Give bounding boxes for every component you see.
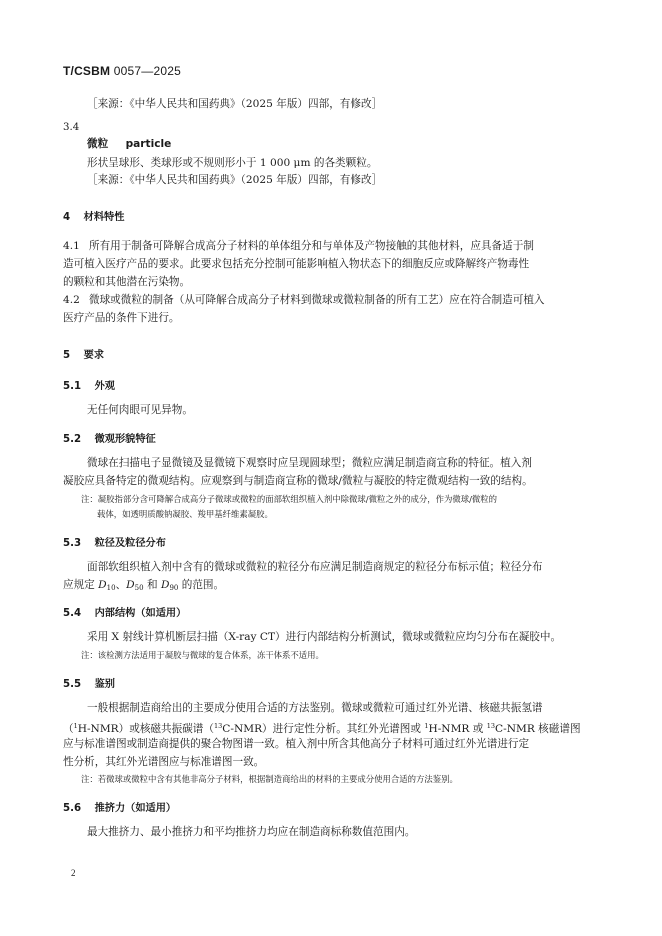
sec-5-4-text: 采用 X 射线计算机断层扫描（X-ray CT）进行内部结构分析测试，微球或微粒应均匀分布在凝胶中。	[87, 631, 562, 643]
sec-4-2-line-1: 微球或微粒的制备（从可降解合成高分子材料到微球或微粒制备的所有工艺）应在符合制造可植入	[89, 294, 545, 306]
sec-5-5-line-3: 应与标准谱图或制造商提供的聚合物图谱一致。植入剂中所含其他高分子材料可通过红外光谱进行定	[63, 738, 530, 750]
sec-5-6-text: 最大推挤力、最小推挤力和平均推挤力均应在制造商标称数值范围内。	[87, 826, 416, 838]
line-text: （	[63, 723, 74, 735]
sec-5-2-note-1: 注：凝胶指部分含可降解合成高分子微球或微粒的面部软组织植入剂中除微球/微粒之外的成分，作为微球/微粒的	[81, 494, 498, 504]
standard-number	[63, 64, 181, 78]
sec-5-3-number: 5.3	[63, 538, 82, 549]
sec-5-6-title: 推挤力（如适用）	[94, 803, 177, 814]
sec-5-5-heading	[63, 675, 115, 690]
sec-4-heading	[63, 208, 124, 223]
sec-4-number: 4	[63, 212, 71, 223]
sec-5-6-number: 5.6	[63, 803, 82, 814]
sec-5-5-number: 5.5	[63, 679, 82, 690]
sec-5-3-line-2	[63, 577, 224, 597]
d50-symbol: D	[126, 579, 135, 591]
sec-5-4-heading	[63, 604, 186, 619]
sec-5-5-note: 注：若微球或微粒中含有其他非高分子材料，根据制造商给出的材料的主要成分使用合适的方法鉴别。	[81, 774, 458, 784]
sec-5-5-line-1: 一般根据制造商给出的主要成分使用合适的方法鉴别。微球或微粒可通过红外光谱、核磁共振氢谱	[87, 702, 543, 714]
sec-4-2-number: 4.2	[63, 294, 80, 306]
sec-5-4-number: 5.4	[63, 608, 82, 619]
sec-4-1-line-3: 的颗粒和其他潜在污染物。	[63, 276, 191, 288]
sec-5-3-line-1: 面部软组织植入剂中含有的微球或微粒的粒径分布应满足制造商规定的粒径分布标示值；粒径分布	[87, 561, 543, 573]
d90-subscript: 90	[169, 584, 179, 592]
line-text: 、	[115, 579, 127, 591]
sec-5-3-title: 粒径及粒径分布	[94, 538, 166, 549]
sec-4-title: 材料特性	[83, 212, 125, 223]
sec-4-1-line-2: 造可植入医疗产品的要求。此要求包括充分控制可能影响植入物状态下的细胞反应或降解终产物毒性	[63, 258, 530, 270]
superscript: 13	[214, 722, 223, 730]
sec-3-4-definition: 形状呈球形、类球形或不规则形小于 1 000 μm 的各类颗粒。	[87, 157, 378, 169]
superscript: 1	[424, 722, 429, 730]
sec-3-4-source: ［来源：《中华人民共和国药典》（2025 年版）四部，有修改］	[87, 174, 383, 186]
sec-5-4-title: 内部结构（如适用）	[94, 608, 187, 619]
term-en: particle	[125, 138, 172, 150]
d50-subscript: 50	[134, 584, 144, 592]
sec-5-number: 5	[63, 350, 71, 361]
sec-3-4-term	[87, 136, 171, 153]
line-text: 的范围。	[178, 579, 225, 591]
superscript: 1	[73, 722, 78, 730]
sec-4-1-line-1: 所有用于制备可降解合成高分子材料的单体组分和与单体及产物接触的其他材料，应具备适于制	[89, 240, 534, 252]
line-text: 和	[143, 579, 161, 591]
sec-5-1-heading	[63, 377, 115, 392]
line-text: 应规定	[63, 579, 99, 591]
sec-4-2-line-2: 医疗产品的条件下进行。	[63, 312, 180, 324]
sec-5-5-line-2	[63, 718, 581, 738]
sec-5-5-title: 鉴别	[94, 679, 115, 690]
sec-3-3-source: ［来源：《中华人民共和国药典》（2025 年版）四部，有修改］	[87, 98, 383, 110]
sec-5-2-line-2: 凝胶应具备特定的微观结构。应观察到与制造商宣称的微球/微粒与凝胶的特定微观结构一致的结构。	[63, 475, 533, 487]
sec-5-3-heading	[63, 534, 166, 549]
standard-prefix: T/CSBM	[63, 64, 111, 78]
sec-3-4-number: 3.4	[63, 122, 80, 133]
d90-symbol: D	[160, 579, 170, 591]
sec-5-heading	[63, 346, 104, 361]
sec-5-1-number: 5.1	[63, 381, 82, 392]
sec-5-2-note-2: 载体，如透明质酸钠凝胶、羧甲基纤维素凝胶。	[97, 509, 273, 519]
d10-subscript: 10	[106, 584, 116, 592]
line-text: C-NMR 核磁谱图	[495, 723, 581, 735]
sec-5-2-number: 5.2	[63, 434, 82, 445]
sec-4-1-number: 4.1	[63, 240, 80, 252]
d10-symbol: D	[98, 579, 107, 591]
line-text: H-NMR 或	[428, 723, 487, 735]
line-text: H-NMR）或核磁共振碳谱（	[77, 723, 214, 735]
term-zh: 微粒	[87, 138, 109, 150]
page-number: 2	[71, 868, 76, 878]
sec-5-5-line-4: 性分析，其红外光谱图应与标准谱图一致。	[63, 756, 265, 768]
sec-5-4-note: 注：该检测方法适用于凝胶与微球的复合体系，冻干体系不适用。	[81, 650, 324, 660]
sec-5-2-title: 微观形貌特征	[94, 434, 156, 445]
sec-5-2-heading	[63, 430, 156, 445]
superscript: 13	[486, 722, 496, 730]
sec-5-2-line-1: 微球在扫描电子显微镜及显微镜下观察时应呈现圆球型；微粒应满足制造商宣称的特征。植入剂	[87, 457, 532, 469]
sec-5-1-text: 无任何肉眼可见异物。	[87, 404, 193, 416]
standard-year: 0057—2025	[113, 64, 181, 78]
sec-5-6-heading	[63, 799, 176, 814]
sec-5-1-title: 外观	[94, 381, 115, 392]
sec-5-title: 要求	[83, 350, 105, 361]
line-text: C-NMR）进行定性分析。其红外光谱图或	[222, 723, 425, 735]
